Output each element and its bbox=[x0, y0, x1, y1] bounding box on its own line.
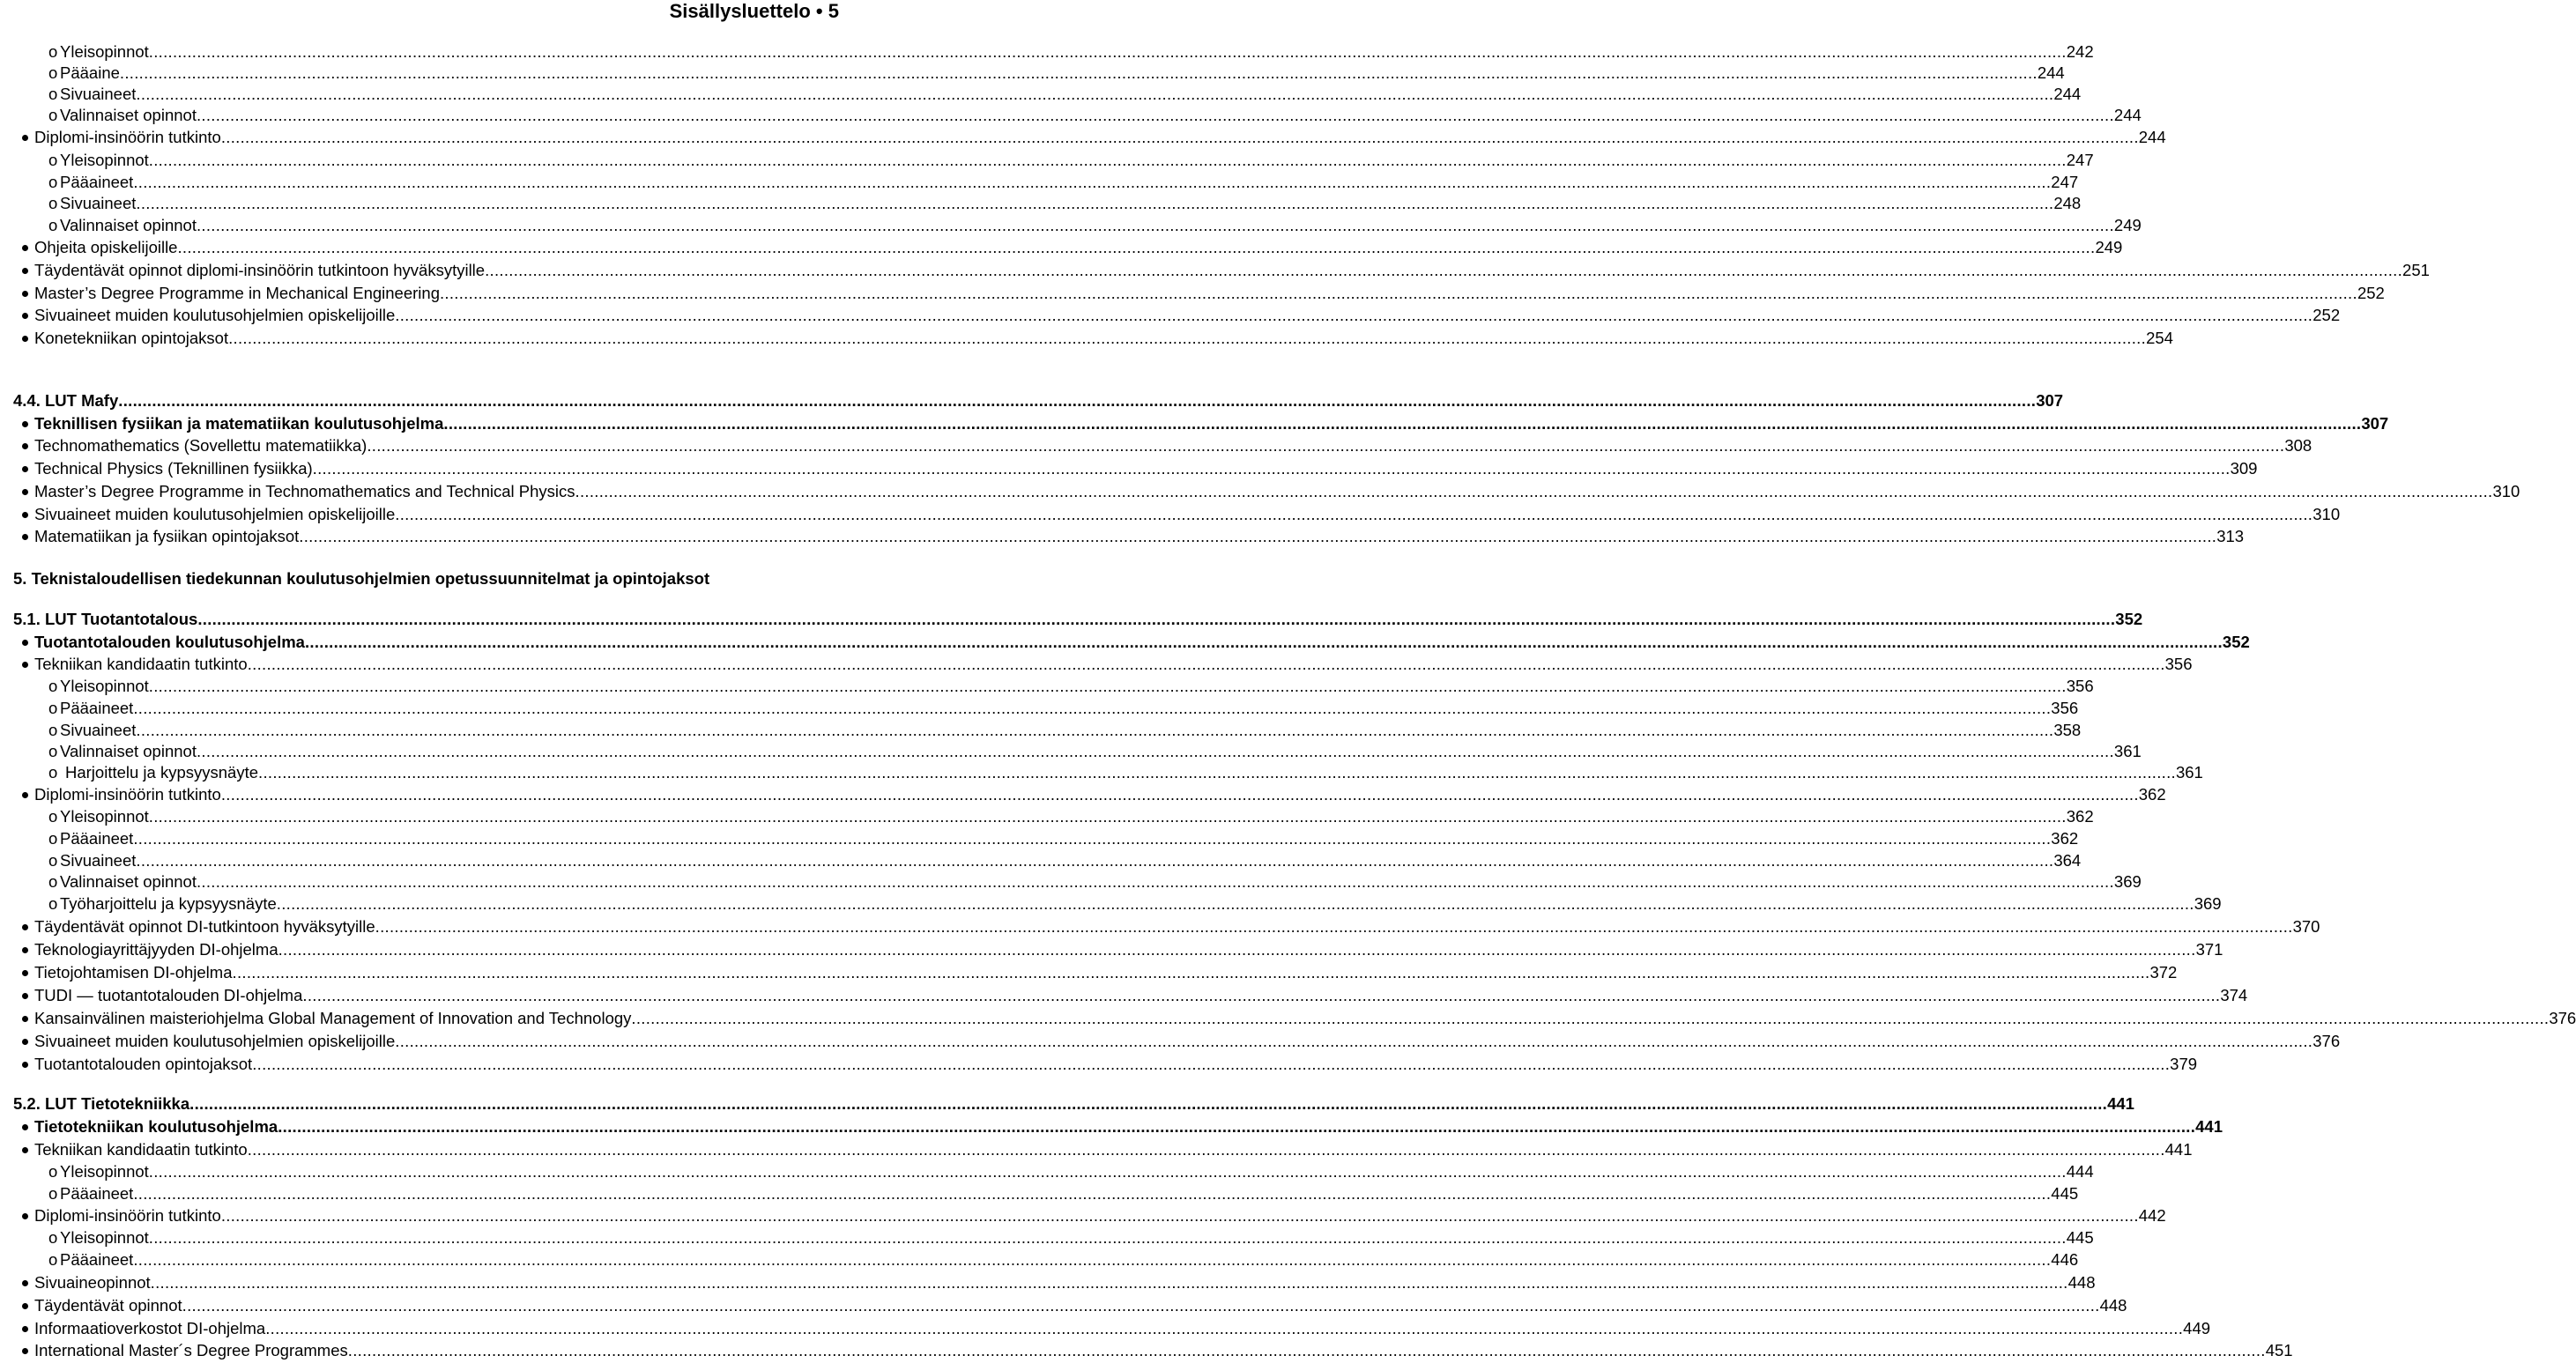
toc-entry-title: Täydentävät opinnot bbox=[34, 1296, 182, 1315]
toc-entry[interactable] bbox=[0, 1162, 2094, 1183]
toc-entry[interactable] bbox=[0, 677, 2094, 698]
sub-bullet-marker: o bbox=[48, 763, 58, 782]
toc-entry[interactable] bbox=[0, 391, 2064, 412]
bullet-icon bbox=[22, 1280, 28, 1286]
dot-leader: ................................................................................................................................................................................................................................................................................................................................................................................................................ bbox=[258, 763, 2176, 782]
bullet-icon bbox=[22, 1348, 28, 1354]
toc-entry[interactable] bbox=[0, 459, 2258, 480]
dot-leader: ................................................................................................................................................................................................................................................................................................................................................................................................................ bbox=[485, 261, 2403, 279]
sub-bullet-marker: o bbox=[48, 151, 58, 169]
bullet-icon bbox=[22, 466, 28, 472]
toc-entry[interactable] bbox=[0, 194, 2082, 215]
toc-entry[interactable] bbox=[0, 894, 2222, 915]
sub-bullet-marker: o bbox=[48, 872, 58, 891]
bullet-icon bbox=[22, 443, 28, 449]
toc-entry-title: 5. Teknistaloudellisen tiedekunnan koulutusohjelmien opetussuunnitelmat ja opintojaksot bbox=[13, 569, 710, 588]
bullet-icon bbox=[22, 313, 28, 319]
toc-entry-title: TUDI — tuotantotalouden DI-ohjelma bbox=[34, 986, 303, 1004]
bullet-icon bbox=[22, 1213, 28, 1219]
dot-leader: ................................................................................................................................................................................................................................................................................................................................................................................................................ bbox=[197, 610, 2116, 628]
toc-entry[interactable] bbox=[0, 527, 2245, 548]
toc-entry[interactable] bbox=[0, 238, 2123, 259]
toc-entry-title: Yleisopinnot bbox=[60, 807, 149, 826]
dot-leader: ................................................................................................................................................................................................................................................................................................................................................................................................................ bbox=[133, 1184, 2052, 1203]
toc-entry-title: 4.4. LUT Mafy bbox=[13, 391, 119, 410]
toc-entry-page: 251 bbox=[2402, 261, 2430, 279]
toc-entry-title: Yleisopinnot bbox=[60, 1162, 149, 1181]
dot-leader: ................................................................................................................................................................................................................................................................................................................................................................................................................ bbox=[136, 851, 2054, 870]
toc-entry[interactable] bbox=[0, 42, 2094, 63]
toc-entry-title: Yleisopinnot bbox=[60, 42, 149, 61]
toc-entry-title: 5.1. LUT Tuotantotalous bbox=[13, 610, 198, 628]
dot-leader: ................................................................................................................................................................................................................................................................................................................................................................................................................ bbox=[302, 986, 2221, 1004]
toc-entry[interactable] bbox=[0, 721, 2082, 742]
sub-bullet-marker: o bbox=[48, 63, 58, 82]
toc-entry-title: Sivuaineet muiden koulutusohjelmien opiskelijoille bbox=[34, 1032, 396, 1050]
toc-entry-title: Teknillisen fysiikan ja matematiikan koulutusohjelma bbox=[34, 414, 444, 433]
dot-leader: ................................................................................................................................................................................................................................................................................................................................................................................................................ bbox=[395, 505, 2313, 523]
dot-leader: ................................................................................................................................................................................................................................................................................................................................................................................................................ bbox=[177, 238, 2096, 256]
toc-entry-title: Diplomi-insinöörin tutkinto bbox=[34, 128, 221, 146]
toc-entry[interactable] bbox=[0, 742, 2142, 763]
toc-entry[interactable] bbox=[0, 851, 2082, 872]
bullet-icon bbox=[22, 1326, 28, 1332]
toc-entry[interactable] bbox=[0, 414, 2389, 435]
dot-leader: ................................................................................................................................................................................................................................................................................................................................................................................................................ bbox=[375, 917, 2293, 936]
toc-entry[interactable] bbox=[0, 763, 2203, 784]
toc-entry[interactable] bbox=[0, 505, 2341, 526]
dot-leader: ................................................................................................................................................................................................................................................................................................................................................................................................................ bbox=[148, 1228, 2067, 1247]
toc-entry-title: Valinnaiset opinnot bbox=[60, 216, 197, 234]
dot-leader: ................................................................................................................................................................................................................................................................................................................................................................................................................ bbox=[312, 459, 2231, 478]
dot-leader: ................................................................................................................................................................................................................................................................................................................................................................................................................ bbox=[220, 128, 2139, 146]
sub-bullet-marker: o bbox=[48, 106, 58, 124]
sub-bullet-marker: o bbox=[48, 829, 58, 848]
toc-entry-page: 247 bbox=[2066, 151, 2094, 169]
toc-entry[interactable] bbox=[0, 284, 2385, 305]
toc-entry-page: 352 bbox=[2222, 633, 2250, 651]
toc-entry[interactable] bbox=[0, 1032, 2341, 1053]
header-title: Sisällysluettelo bbox=[669, 0, 811, 22]
toc-entry-title: Informaatioverkostot DI-ohjelma bbox=[34, 1319, 266, 1337]
dot-leader: ................................................................................................................................................................................................................................................................................................................................................................................................................ bbox=[278, 940, 2196, 959]
bullet-icon bbox=[22, 512, 28, 518]
toc-entry[interactable] bbox=[0, 569, 846, 590]
toc-entry-title: Pääaineet bbox=[60, 1250, 134, 1269]
toc-entry-page: 247 bbox=[2051, 173, 2079, 191]
toc-entry-page: 446 bbox=[2051, 1250, 2079, 1269]
toc-entry[interactable] bbox=[0, 482, 2520, 503]
toc-entry-page: 308 bbox=[2284, 436, 2312, 455]
bullet-icon bbox=[22, 1147, 28, 1153]
sub-bullet-marker: o bbox=[48, 677, 58, 695]
dot-leader: ................................................................................................................................................................................................................................................................................................................................................................................................................ bbox=[196, 106, 2114, 124]
dot-leader: ................................................................................................................................................................................................................................................................................................................................................................................................................ bbox=[443, 414, 2362, 433]
toc-entry-title: Konetekniikan opintojaksot bbox=[34, 329, 229, 347]
sub-bullet-marker: o bbox=[48, 894, 58, 913]
dot-leader: ................................................................................................................................................................................................................................................................................................................................................................................................................ bbox=[220, 1206, 2139, 1225]
header-separator: • bbox=[815, 0, 828, 22]
toc-entry-page: 242 bbox=[2066, 42, 2094, 61]
bullet-icon bbox=[22, 970, 28, 976]
dot-leader: ................................................................................................................................................................................................................................................................................................................................................................................................................ bbox=[631, 1009, 2550, 1027]
sub-bullet-marker: o bbox=[48, 1162, 58, 1181]
bullet-icon bbox=[22, 421, 28, 427]
dot-leader: ................................................................................................................................................................................................................................................................................................................................................................................................................ bbox=[220, 785, 2139, 804]
toc-entry-page: 307 bbox=[2036, 391, 2064, 410]
toc-entry-title: Ohjeita opiskelijoille bbox=[34, 238, 178, 256]
toc-entry[interactable] bbox=[0, 1341, 2293, 1362]
toc-entry[interactable] bbox=[0, 1055, 2198, 1076]
toc-entry-title: Täydentävät opinnot DI-tutkintoon hyväksytyille bbox=[34, 917, 375, 936]
toc-entry-page: 362 bbox=[2066, 807, 2094, 826]
toc-entry-title: Yleisopinnot bbox=[60, 151, 149, 169]
toc-entry-page: 362 bbox=[2051, 829, 2079, 848]
bullet-icon bbox=[22, 291, 28, 297]
toc-entry[interactable] bbox=[0, 807, 2094, 828]
toc-entry-title: Valinnaiset opinnot bbox=[60, 872, 197, 891]
header-page-number: 5 bbox=[828, 0, 839, 22]
toc-entry[interactable] bbox=[0, 655, 2193, 676]
toc-entry[interactable] bbox=[0, 216, 2142, 237]
toc-entry-page: 374 bbox=[2220, 986, 2248, 1004]
toc-entry[interactable] bbox=[0, 917, 2320, 938]
toc-entry-page: 249 bbox=[2113, 216, 2142, 234]
dot-leader: ................................................................................................................................................................................................................................................................................................................................................................................................................ bbox=[247, 655, 2165, 673]
dot-leader: ................................................................................................................................................................................................................................................................................................................................................................................................................ bbox=[150, 1273, 2068, 1292]
toc-entry[interactable] bbox=[0, 1273, 2096, 1294]
sub-bullet-marker: o bbox=[48, 1228, 58, 1247]
dot-leader: ................................................................................................................................................................................................................................................................................................................................................................................................................ bbox=[395, 1032, 2313, 1050]
toc-entry-title: Tietojohtamisen DI-ohjelma bbox=[34, 963, 233, 982]
bullet-icon bbox=[22, 993, 28, 999]
toc-entry-title: Sivuaineet muiden koulutusohjelmien opiskelijoille bbox=[34, 505, 396, 523]
toc-entry-title: Harjoittelu ja kypsyysnäyte bbox=[65, 763, 259, 782]
toc-entry[interactable] bbox=[0, 1094, 2134, 1115]
toc-entry[interactable] bbox=[0, 1296, 2127, 1317]
dot-leader: ................................................................................................................................................................................................................................................................................................................................................................................................................ bbox=[133, 829, 2052, 848]
toc-entry-page: 376 bbox=[2312, 1032, 2341, 1050]
toc-entry-page: 445 bbox=[2051, 1184, 2079, 1203]
toc-entry-page: 441 bbox=[2107, 1094, 2134, 1113]
dot-leader: ................................................................................................................................................................................................................................................................................................................................................................................................................ bbox=[228, 329, 2147, 347]
toc-entry[interactable] bbox=[0, 1319, 2211, 1340]
dot-leader: ................................................................................................................................................................................................................................................................................................................................................................................................................ bbox=[133, 1250, 2052, 1269]
dot-leader: ................................................................................................................................................................................................................................................................................................................................................................................................................ bbox=[395, 306, 2313, 324]
toc-entry-title: Sivuaineet bbox=[60, 721, 137, 739]
toc-entry-title: Technical Physics (Teknillinen fysiikka) bbox=[34, 459, 313, 478]
dot-leader: ................................................................................................................................................................................................................................................................................................................................................................................................................ bbox=[182, 1296, 2100, 1315]
bullet-icon bbox=[22, 489, 28, 495]
bullet-icon bbox=[22, 135, 28, 141]
toc-entry-page: 309 bbox=[2230, 459, 2258, 478]
dot-leader: ................................................................................................................................................................................................................................................................................................................................................................................................................ bbox=[148, 151, 2067, 169]
toc-entry[interactable] bbox=[0, 261, 2430, 282]
sub-bullet-marker: o bbox=[48, 173, 58, 191]
bullet-icon bbox=[22, 534, 28, 540]
toc-entry-page: 244 bbox=[2037, 63, 2065, 82]
dot-leader: ................................................................................................................................................................................................................................................................................................................................................................................................................ bbox=[247, 1140, 2165, 1159]
toc-entry[interactable] bbox=[0, 1117, 2223, 1138]
dot-leader: ................................................................................................................................................................................................................................................................................................................................................................................................................ bbox=[439, 284, 2357, 302]
toc-entry-title: Tietotekniikan koulutusohjelma bbox=[34, 1117, 278, 1136]
toc-entry-page: 248 bbox=[2053, 194, 2082, 212]
toc-entry-title: 5.2. LUT Tietotekniikka bbox=[13, 1094, 190, 1113]
toc-entry-title: Master’s Degree Programme in Mechanical Engineering bbox=[34, 284, 440, 302]
dot-leader: ................................................................................................................................................................................................................................................................................................................................................................................................................ bbox=[196, 742, 2114, 760]
toc-entry-title: Pääaineet bbox=[60, 829, 134, 848]
toc-entry[interactable] bbox=[0, 1206, 2166, 1227]
sub-bullet-marker: o bbox=[48, 1184, 58, 1203]
toc-entry-title: Tekniikan kandidaatin tutkinto bbox=[34, 1140, 248, 1159]
toc-entry[interactable] bbox=[0, 128, 2166, 149]
dot-leader: ................................................................................................................................................................................................................................................................................................................................................................................................................ bbox=[252, 1055, 2171, 1073]
dot-leader: ................................................................................................................................................................................................................................................................................................................................................................................................................ bbox=[278, 1117, 2196, 1136]
toc-entry-page: 445 bbox=[2066, 1228, 2094, 1247]
toc-entry-page: 254 bbox=[2146, 329, 2173, 347]
bullet-icon bbox=[22, 640, 28, 646]
toc-entry-page: 307 bbox=[2361, 414, 2389, 433]
toc-entry[interactable] bbox=[0, 785, 2166, 806]
toc-entry-title: Täydentävät opinnot diplomi-insinöörin tutkintoon hyväksytyille bbox=[34, 261, 486, 279]
dot-leader: ................................................................................................................................................................................................................................................................................................................................................................................................................ bbox=[189, 1094, 2108, 1113]
toc-entry-page: 252 bbox=[2312, 306, 2341, 324]
dot-leader: ................................................................................................................................................................................................................................................................................................................................................................................................................ bbox=[148, 677, 2067, 695]
dot-leader: ................................................................................................................................................................................................................................................................................................................................................................................................................ bbox=[265, 1319, 2184, 1337]
dot-leader: ................................................................................................................................................................................................................................................................................................................................................................................................................ bbox=[304, 633, 2223, 651]
sub-bullet-marker: o bbox=[48, 85, 58, 103]
dot-leader: ................................................................................................................................................................................................................................................................................................................................................................................................................ bbox=[276, 894, 2194, 913]
dot-leader: ................................................................................................................................................................................................................................................................................................................................................................................................................ bbox=[119, 63, 2038, 82]
toc-entry-page: 371 bbox=[2195, 940, 2223, 959]
dot-leader: ................................................................................................................................................................................................................................................................................................................................................................................................................ bbox=[347, 1341, 2266, 1359]
dot-leader: ................................................................................................................................................................................................................................................................................................................................................................................................................ bbox=[133, 699, 2052, 717]
sub-bullet-marker: o bbox=[48, 699, 58, 717]
toc-entry-page: 442 bbox=[2138, 1206, 2166, 1225]
toc-entry-page: 364 bbox=[2053, 851, 2082, 870]
toc-entry-title: Pääaineet bbox=[60, 699, 134, 717]
toc-entry-title: Sivuaineet bbox=[60, 194, 137, 212]
toc-entry-title: Sivuaineet bbox=[60, 85, 137, 103]
toc-entry[interactable] bbox=[0, 829, 2079, 850]
sub-bullet-marker: o bbox=[48, 721, 58, 739]
toc-entry[interactable] bbox=[0, 633, 2250, 654]
toc-entry-title: Tekniikan kandidaatin tutkinto bbox=[34, 655, 248, 673]
toc-entry-title: Tuotantotalouden koulutusohjelma bbox=[34, 633, 305, 651]
toc-entry-page: 376 bbox=[2549, 1009, 2576, 1027]
toc-entry-title: Pääaineet bbox=[60, 1184, 134, 1203]
bullet-icon bbox=[22, 1016, 28, 1022]
bullet-icon bbox=[22, 947, 28, 953]
sub-bullet-marker: o bbox=[48, 807, 58, 826]
toc-entry-title: International Master´s Degree Programmes bbox=[34, 1341, 348, 1359]
sub-bullet-marker: o bbox=[48, 42, 58, 61]
toc-entry-page: 356 bbox=[2164, 655, 2193, 673]
toc-entry[interactable] bbox=[0, 306, 2341, 327]
toc-entry-title: Pääaineet bbox=[60, 173, 134, 191]
toc-entry-page: 448 bbox=[2099, 1296, 2127, 1315]
toc-entry-title: Diplomi-insinöörin tutkinto bbox=[34, 1206, 221, 1225]
toc-entry-title: Valinnaiset opinnot bbox=[60, 106, 197, 124]
toc-entry[interactable] bbox=[0, 1228, 2094, 1249]
toc-entry[interactable] bbox=[0, 85, 2082, 106]
toc-entry-title: Tuotantotalouden opintojaksot bbox=[34, 1055, 253, 1073]
toc-entry-title: Pääaine bbox=[60, 63, 120, 82]
toc-entry[interactable] bbox=[0, 963, 2178, 984]
sub-bullet-marker: o bbox=[48, 851, 58, 870]
toc-entry[interactable] bbox=[0, 63, 2065, 85]
dot-leader: ................................................................................................................................................................................................................................................................................................................................................................................................................ bbox=[136, 721, 2054, 739]
toc-entry[interactable] bbox=[0, 699, 2079, 720]
sub-bullet-marker: o bbox=[48, 1250, 58, 1269]
toc-entry[interactable] bbox=[0, 436, 2312, 457]
toc-entry-page: 356 bbox=[2066, 677, 2094, 695]
toc-entry-page: 379 bbox=[2170, 1055, 2198, 1073]
toc-entry-page: 244 bbox=[2053, 85, 2082, 103]
toc-entry-title: Kansainvälinen maisteriohjelma Global Management of Innovation and Technology bbox=[34, 1009, 632, 1027]
toc-entry-title: Sivuaineet muiden koulutusohjelmien opiskelijoille bbox=[34, 306, 396, 324]
toc-entry[interactable] bbox=[0, 173, 2079, 194]
toc-entry[interactable] bbox=[0, 940, 2223, 961]
toc-entry-page: 244 bbox=[2113, 106, 2142, 124]
toc-entry-page: 362 bbox=[2138, 785, 2166, 804]
toc-entry-title: Technomathematics (Sovellettu matematiikka) bbox=[34, 436, 367, 455]
toc-entry-page: 361 bbox=[2175, 763, 2203, 782]
toc-entry-page: 244 bbox=[2138, 128, 2166, 146]
toc-entry[interactable] bbox=[0, 151, 2094, 172]
dot-leader: ................................................................................................................................................................................................................................................................................................................................................................................................................ bbox=[133, 173, 2052, 191]
bullet-icon bbox=[22, 245, 28, 251]
toc-entry-page: 313 bbox=[2216, 527, 2245, 545]
dot-leader: ................................................................................................................................................................................................................................................................................................................................................................................................................ bbox=[136, 194, 2054, 212]
sub-bullet-marker: o bbox=[48, 216, 58, 234]
toc-entry-page: 352 bbox=[2115, 610, 2143, 628]
sub-bullet-marker: o bbox=[48, 742, 58, 760]
toc-entry-page: 369 bbox=[2194, 894, 2222, 913]
toc-entry[interactable] bbox=[0, 1140, 2193, 1161]
toc-entry[interactable] bbox=[0, 872, 2142, 893]
bullet-icon bbox=[22, 792, 28, 798]
toc-entry-title: Työharjoittelu ja kypsyysnäyte bbox=[60, 894, 277, 913]
dot-leader: ................................................................................................................................................................................................................................................................................................................................................................................................................ bbox=[148, 1162, 2067, 1181]
toc-entry-page: 356 bbox=[2051, 699, 2079, 717]
toc-entry-title: Matematiikan ja fysiikan opintojaksot bbox=[34, 527, 300, 545]
toc-entry[interactable] bbox=[0, 986, 2248, 1007]
bullet-icon bbox=[22, 924, 28, 930]
dot-leader: ................................................................................................................................................................................................................................................................................................................................................................................................................ bbox=[148, 807, 2067, 826]
dot-leader: ................................................................................................................................................................................................................................................................................................................................................................................................................ bbox=[136, 85, 2054, 103]
bullet-icon bbox=[22, 1124, 28, 1130]
toc-entry-page: 358 bbox=[2053, 721, 2082, 739]
toc-entry-title: Yleisopinnot bbox=[60, 677, 149, 695]
bullet-icon bbox=[22, 1303, 28, 1309]
toc-entry-title: Sivuaineet bbox=[60, 851, 137, 870]
toc-entry[interactable] bbox=[0, 1009, 2576, 1030]
sub-bullet-marker: o bbox=[48, 194, 58, 212]
bullet-icon bbox=[22, 1062, 28, 1068]
toc-entry[interactable] bbox=[0, 1184, 2079, 1205]
toc-entry-page: 361 bbox=[2113, 742, 2142, 760]
bullet-icon bbox=[22, 1039, 28, 1045]
toc-entry-title: Diplomi-insinöörin tutkinto bbox=[34, 785, 221, 804]
bullet-icon bbox=[22, 268, 28, 274]
toc-entry-page: 310 bbox=[2492, 482, 2520, 500]
toc-entry-title: Valinnaiset opinnot bbox=[60, 742, 197, 760]
toc-entry-page: 249 bbox=[2095, 238, 2123, 256]
dot-leader: ................................................................................................................................................................................................................................................................................................................................................................................................................ bbox=[196, 872, 2114, 891]
dot-leader: ................................................................................................................................................................................................................................................................................................................................................................................................................ bbox=[299, 527, 2217, 545]
dot-leader: ................................................................................................................................................................................................................................................................................................................................................................................................................ bbox=[367, 436, 2285, 455]
dot-leader: ................................................................................................................................................................................................................................................................................................................................................................................................................ bbox=[232, 963, 2150, 982]
toc-entry-page: 444 bbox=[2066, 1162, 2094, 1181]
bullet-icon bbox=[22, 336, 28, 342]
dot-leader: ................................................................................................................................................................................................................................................................................................................................................................................................................ bbox=[148, 42, 2067, 61]
toc-entry-title: Master’s Degree Programme in Technomathematics and Technical Physics bbox=[34, 482, 575, 500]
toc-entry-title: Yleisopinnot bbox=[60, 1228, 149, 1247]
toc-entry[interactable] bbox=[0, 106, 2142, 127]
toc-entry-page: 441 bbox=[2195, 1117, 2223, 1136]
toc-entry-page: 369 bbox=[2113, 872, 2142, 891]
toc-entry[interactable] bbox=[0, 1250, 2079, 1271]
toc-entry-page: 370 bbox=[2292, 917, 2320, 936]
toc-entry-page: 441 bbox=[2164, 1140, 2193, 1159]
dot-leader: ................................................................................................................................................................................................................................................................................................................................................................................................................ bbox=[196, 216, 2114, 234]
toc-entry-title: Teknologiayrittäjyyden DI-ohjelma bbox=[34, 940, 278, 959]
toc-entry-page: 451 bbox=[2265, 1341, 2293, 1359]
toc-entry[interactable] bbox=[0, 610, 2143, 631]
toc-entry-page: 372 bbox=[2149, 963, 2178, 982]
toc-entry-page: 252 bbox=[2357, 284, 2385, 302]
toc-entry[interactable] bbox=[0, 329, 2173, 350]
bullet-icon bbox=[22, 662, 28, 668]
toc-entry-page: 449 bbox=[2183, 1319, 2211, 1337]
toc-entry-page: 310 bbox=[2312, 505, 2341, 523]
dot-leader: ................................................................................................................................................................................................................................................................................................................................................................................................................ bbox=[575, 482, 2493, 500]
dot-leader: ................................................................................................................................................................................................................................................................................................................................................................................................................ bbox=[118, 391, 2037, 410]
toc-entry-page: 448 bbox=[2067, 1273, 2096, 1292]
toc-entry-title: Sivuaineopinnot bbox=[34, 1273, 151, 1292]
